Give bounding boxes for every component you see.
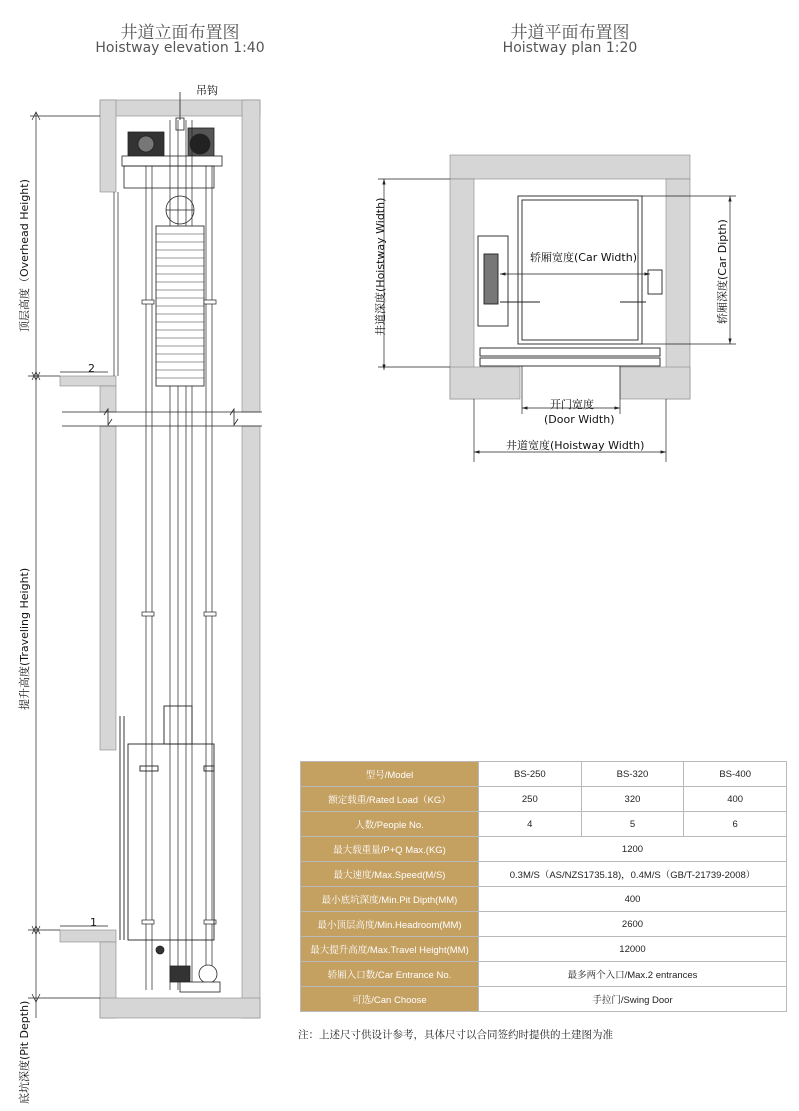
table-row	[301, 812, 787, 837]
value-cell: 0.3M/S（AS/NZS1735.18)，0.4M/S（GB/T-21739-2008）	[479, 862, 787, 887]
model-cell: BS-320	[581, 762, 684, 787]
elevation-title-cn: 井道立面布置图	[120, 23, 240, 43]
door-width-en-label: (Door Width)	[544, 413, 615, 426]
row-label: 最小顶层高度/Min.Headroom(MM)	[301, 912, 479, 937]
table-row	[301, 787, 787, 812]
pit-depth-label: 底坑深度(Pit Depth)	[18, 1000, 31, 1104]
row-label: 最大提升高度/Max.Travel Height(MM)	[301, 937, 479, 962]
counterweight-stack	[156, 226, 204, 386]
table-header-label: 型号/Model	[301, 762, 479, 787]
value-cell: 手拉门/Swing Door	[479, 987, 787, 1012]
plan-car	[478, 196, 662, 366]
value-cell: 1200	[479, 837, 787, 862]
value-cell: 320	[581, 787, 684, 812]
model-cell: BS-250	[479, 762, 582, 787]
row-label: 最大载重量/P+Q Max.(KG)	[301, 837, 479, 862]
value-cell: 最多两个入口/Max.2 entrances	[479, 962, 787, 987]
value-cell: 4	[479, 812, 582, 837]
car-width-label: 轿厢宽度(Car Width)	[530, 251, 637, 264]
car-depth-label: 轿厢深度(Car Dipth)	[716, 219, 729, 324]
row-label: 可选/Can Choose	[301, 987, 479, 1012]
table-row	[301, 987, 787, 1012]
value-cell: 400	[684, 787, 787, 812]
hoistway-width-label: 井道宽度(Hoistway Width)	[506, 439, 645, 452]
value-cell: 250	[479, 787, 582, 812]
elevation-title-en: Hoistway elevation 1:40	[95, 40, 265, 56]
hook-label: 吊钩	[196, 84, 218, 97]
row-label: 最小底坑深度/Min.Pit Dipth(MM)	[301, 887, 479, 912]
value-cell: 400	[479, 887, 787, 912]
table-row	[301, 862, 787, 887]
row-label: 最大速度/Max.Speed(M/S)	[301, 862, 479, 887]
door-width-cn-label: 开门宽度	[550, 398, 594, 411]
table-row	[301, 837, 787, 862]
row-label: 额定载重/Rated Load（KG）	[301, 787, 479, 812]
value-cell: 6	[684, 812, 787, 837]
model-cell: BS-400	[684, 762, 787, 787]
floor-2-label: 2	[88, 362, 95, 375]
travel-height-label: 提升高度(Traveling Height)	[18, 567, 31, 710]
spec-table	[300, 761, 787, 1012]
table-row	[301, 887, 787, 912]
floor-1-label: 1	[90, 916, 97, 929]
elevation-dimensions	[28, 112, 108, 1018]
elevator-car	[120, 706, 214, 940]
row-label: 人数/People No.	[301, 812, 479, 837]
overhead-height-label: 顶层高度（Overhead Height)	[18, 179, 31, 332]
hoistway-depth-label: 井道深度(Hoistway Width)	[374, 197, 387, 336]
pit-machinery	[156, 946, 220, 992]
plan-title-en: Hoistway plan 1:20	[502, 40, 638, 56]
table-row	[301, 962, 787, 987]
row-label: 轿厢入口数/Car Entrance No.	[301, 962, 479, 987]
value-cell: 2600	[479, 912, 787, 937]
table-row	[301, 912, 787, 937]
value-cell: 12000	[479, 937, 787, 962]
table-row	[301, 937, 787, 962]
table-header-row	[301, 762, 787, 787]
plan-title-cn: 井道平面布置图	[510, 23, 630, 43]
value-cell: 5	[581, 812, 684, 837]
footnote: 注：上述尺寸供设计参考，具体尺寸以合同签约时提供的土建图为准	[298, 1029, 613, 1041]
